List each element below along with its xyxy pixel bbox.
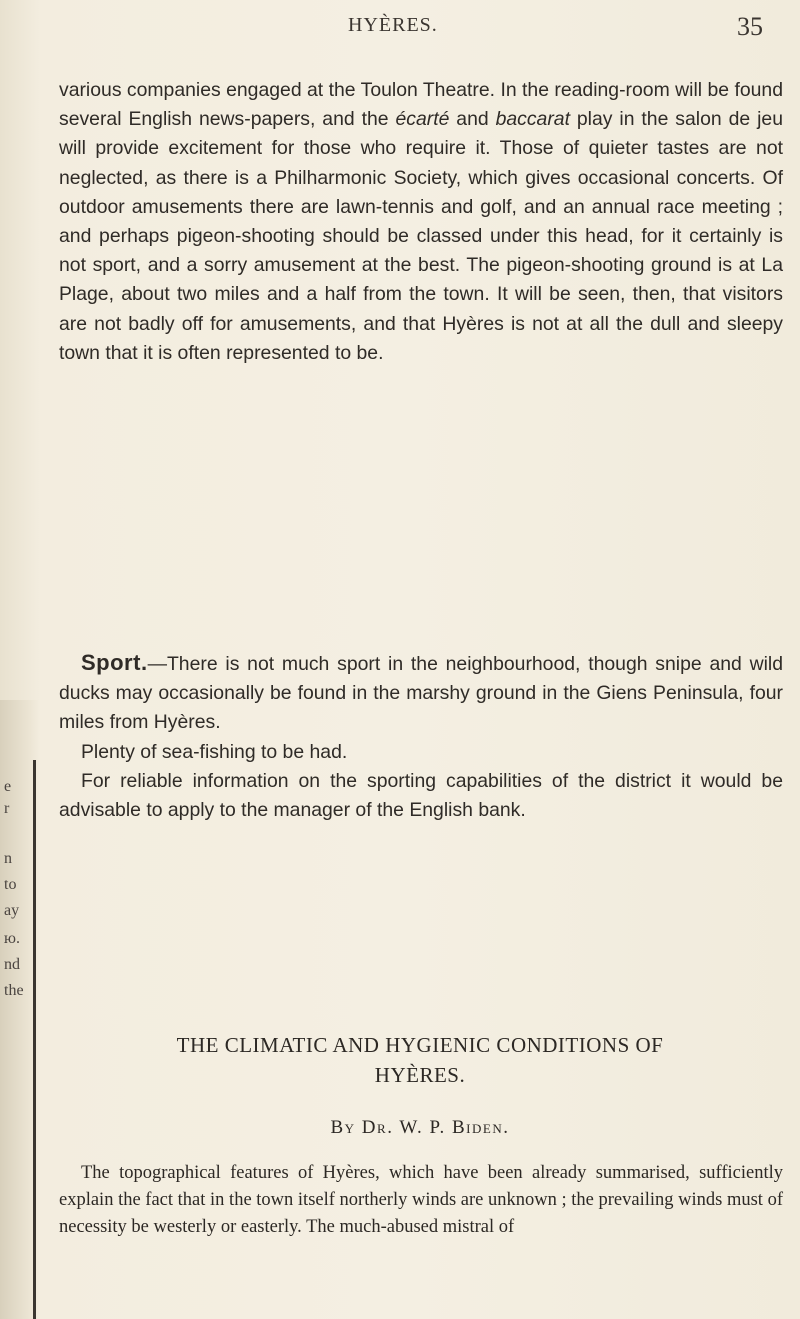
- running-title: HYÈRES.: [348, 14, 438, 36]
- climate-essay: [59, 1160, 783, 1241]
- gutter-fragment: e: [4, 778, 12, 795]
- text-run: various companies engaged at the Toulon Theatre. In the reading-room will be found several English news-papers, and the: [59, 79, 783, 131]
- information-paragraph: For reliable information on the sporting capabilities of the district it would be advisable to apply to the manager of the English bank.: [59, 769, 783, 822]
- gutter-fragment: nd: [4, 956, 20, 973]
- chapter-title-line: THE CLIMATIC AND HYGIENIC CONDITIONS OF: [176, 1033, 664, 1057]
- gutter-fragment: r: [4, 800, 10, 817]
- sport-section: [59, 648, 783, 825]
- gutter-fragment: n: [4, 850, 12, 867]
- sport-heading: Sport.: [81, 650, 148, 675]
- chapter-title-line: HYÈRES.: [374, 1063, 466, 1087]
- gutter-fragment: to: [4, 876, 17, 893]
- paragraph-text: [59, 76, 783, 368]
- chapter-title: [60, 1030, 780, 1090]
- text-run: play in the salon de jeu will provide excitement for those who require it. Those of quieter tastes are not neglected, as there is a Philharmonic Society, which gives occasional concerts. Of outdoor amusements there are lawn-tennis and golf, and an annual race meeting ; and perhaps pigeon-shooting should be classed under this head, for it certainly is not sport, and a sorry amusement at the best. The pigeon-shooting ground is at La Plage, about two miles and a half from the town. It will be seen, then, that visitors are not badly off for amusements, and that Hyères is not at all the dull and sleepy town that it is often represented to be.: [59, 108, 783, 364]
- amusements-paragraph: [59, 76, 783, 368]
- author-byline: By Dr. W. P. Biden.: [330, 1117, 510, 1138]
- gutter-fragment: the: [4, 982, 24, 999]
- sport-text: —There is not much sport in the neighbourhood, though snipe and wild ducks may occasionally be found in the marshy ground in the Giens Peninsula, four miles from Hyères.: [59, 653, 783, 734]
- running-head: [0, 10, 800, 50]
- text-run: and: [449, 108, 496, 131]
- italic-term-ecarte: écarté: [395, 108, 450, 131]
- italic-term-baccarat: baccarat: [495, 108, 570, 131]
- gutter-fragment: ay: [4, 902, 20, 919]
- essay-paragraph: The topographical features of Hyères, which have been already summarised, sufficiently explain the fact that in the town itself northerly winds are unknown ; the prevailing winds must of necessity be westerly or easterly. The much-abused mistral of: [59, 1163, 783, 1237]
- gutter-fragment: ю.: [4, 930, 20, 947]
- binding-edge: [33, 760, 36, 1319]
- fishing-paragraph: Plenty of sea-fishing to be had.: [81, 740, 348, 763]
- sport-paragraph: [59, 648, 783, 738]
- page-number: 35: [737, 12, 763, 41]
